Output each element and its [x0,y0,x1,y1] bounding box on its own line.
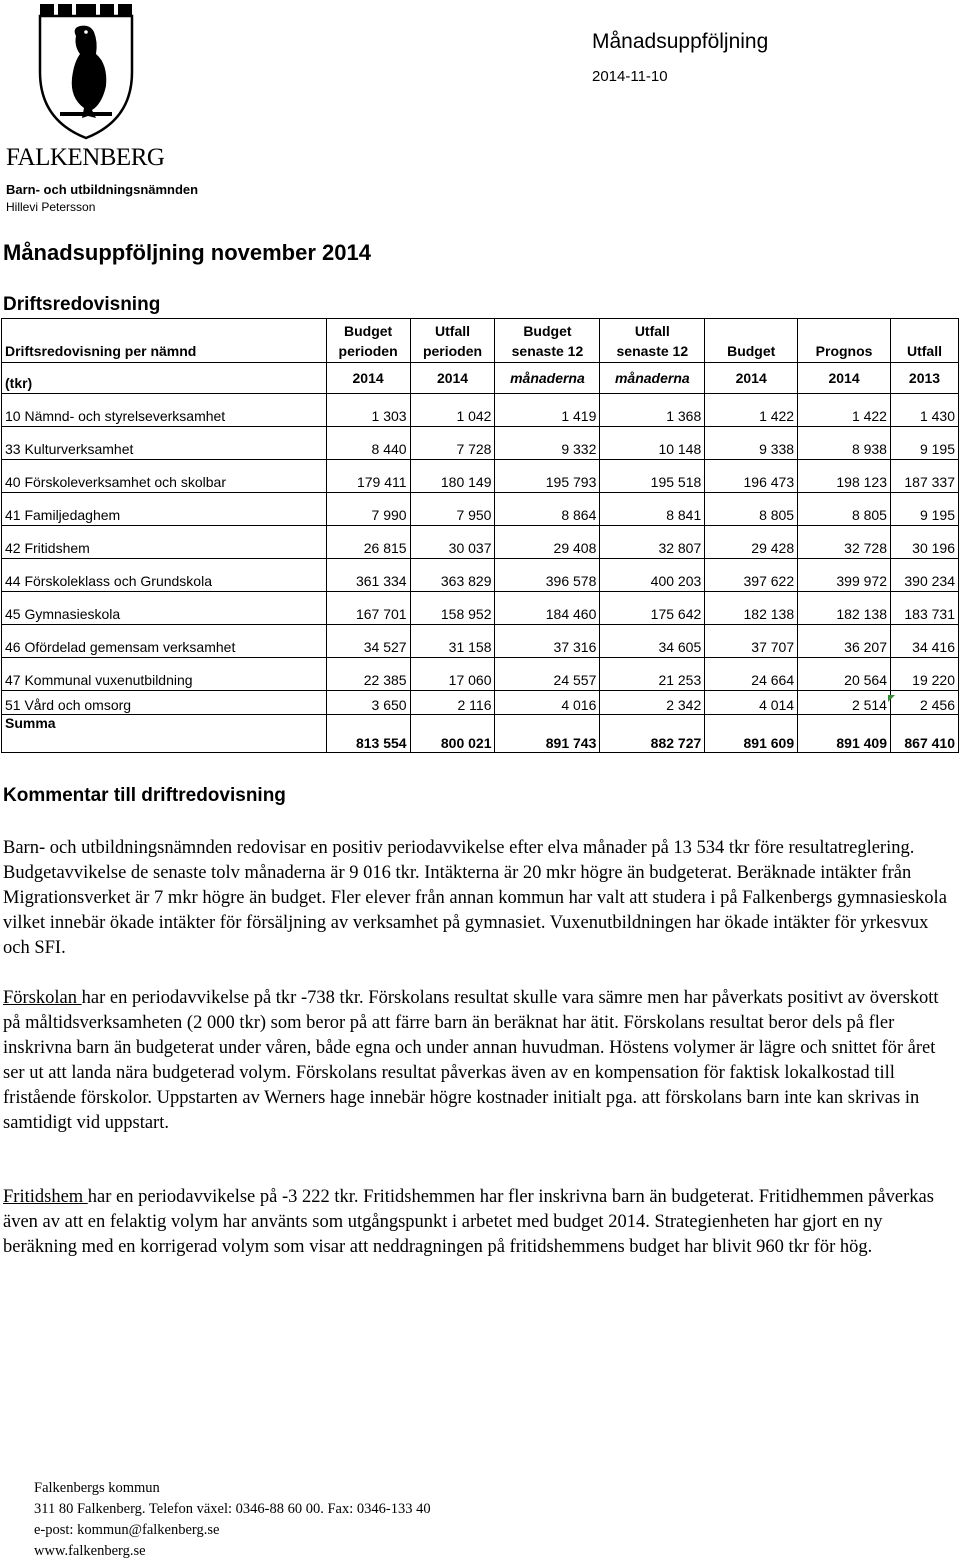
column-header: Budget perioden [326,319,410,363]
cell: 1 303 [326,394,410,427]
column-header: Budget [705,319,798,363]
footer-website: www.falkenberg.se [34,1543,146,1559]
cell: 198 123 [798,460,891,493]
cell: 399 972 [798,559,891,592]
cell: 8 805 [798,493,891,526]
falkenberg-coat-of-arms-logo [36,2,136,140]
cell: 182 138 [798,592,891,625]
table-sum-row [2,715,959,753]
cell: 2 116 [410,691,495,715]
sum-cell: 800 021 [410,715,495,753]
cell: 32 807 [600,526,705,559]
table-row [2,592,959,625]
budget-table [1,318,959,753]
column-year: 2014 [705,363,798,394]
row-label: 44 Förskoleklass och Grundskola [2,559,327,592]
sum-cell: 891 409 [798,715,891,753]
cell: 363 829 [410,559,495,592]
cell: 9 195 [890,427,958,460]
cell: 37 707 [705,625,798,658]
cell-comment-marker [888,695,895,702]
table-title: Driftsredovisning per nämnd [2,319,327,363]
table-header-row [2,319,959,363]
cell: 9 195 [890,493,958,526]
table-row [2,658,959,691]
table-row [2,559,959,592]
footer-email: e-post: kommun@falkenberg.se [34,1522,220,1538]
cell: 24 557 [495,658,600,691]
column-year: 2013 [890,363,958,394]
row-label: 10 Nämnd- och styrelseverksamhet [2,394,327,427]
cell: 9 338 [705,427,798,460]
cell: 180 149 [410,460,495,493]
comment-paragraph [3,1185,958,1260]
column-year: 2014 [326,363,410,394]
table-row [2,427,959,460]
cell: 20 564 [798,658,891,691]
sum-cell: 891 609 [705,715,798,753]
column-header: Utfall perioden [410,319,495,363]
column-header: Budget senaste 12 [495,319,600,363]
cell: 36 207 [798,625,891,658]
cell: 1 368 [600,394,705,427]
cell: 187 337 [890,460,958,493]
sum-label: Summa [2,715,327,753]
row-label: 40 Förskoleverksamhet och skolbar [2,460,327,493]
table-row [2,691,959,715]
cell: 195 518 [600,460,705,493]
row-label: 42 Fritidshem [2,526,327,559]
cell: 30 037 [410,526,495,559]
cell: 34 527 [326,625,410,658]
cell: 158 952 [410,592,495,625]
cell: 29 428 [705,526,798,559]
cell: 8 938 [798,427,891,460]
cell: 34 605 [600,625,705,658]
column-year: 2014 [410,363,495,394]
cell: 390 234 [890,559,958,592]
footer-org: Falkenbergs kommun [34,1480,160,1496]
cell: 4 016 [495,691,600,715]
sum-cell: 813 554 [326,715,410,753]
cell: 1 422 [798,394,891,427]
cell: 1 042 [410,394,495,427]
table-row [2,493,959,526]
cell: 195 793 [495,460,600,493]
cell: 396 578 [495,559,600,592]
column-header: Prognos [798,319,891,363]
table-subheader-row [2,363,959,394]
cell: 4 014 [705,691,798,715]
cell: 400 203 [600,559,705,592]
column-year: månaderna [495,363,600,394]
row-label: 46 Ofördelad gemensam verksamhet [2,625,327,658]
comment-paragraph [3,986,958,1136]
cell: 7 990 [326,493,410,526]
cell: 2 342 [600,691,705,715]
row-label: 41 Familjedaghem [2,493,327,526]
cell: 21 253 [600,658,705,691]
unit-label: (tkr) [2,363,327,394]
doc-date: 2014-11-10 [592,68,668,85]
paragraph-lead: Förskolan [3,988,82,1008]
row-label: 51 Vård och omsorg [2,691,327,715]
doc-title: Månadsuppföljning [592,30,769,53]
author-name: Hillevi Petersson [6,200,96,214]
cell: 19 220 [890,658,958,691]
row-label: 33 Kulturverksamhet [2,427,327,460]
sum-cell: 882 727 [600,715,705,753]
cell: 10 148 [600,427,705,460]
cell: 37 316 [495,625,600,658]
paragraph-lead: Fritidshem [3,1187,88,1207]
cell: 196 473 [705,460,798,493]
cell: 29 408 [495,526,600,559]
column-header: Utfall [890,319,958,363]
cell: 182 138 [705,592,798,625]
committee-name: Barn- och utbildningsnämnden [6,182,199,197]
cell: 8 841 [600,493,705,526]
cell: 361 334 [326,559,410,592]
cell: 1 419 [495,394,600,427]
cell: 34 416 [890,625,958,658]
table-row [2,394,959,427]
row-label: 45 Gymnasieskola [2,592,327,625]
cell: 1 422 [705,394,798,427]
cell: 31 158 [410,625,495,658]
cell: 7 950 [410,493,495,526]
cell: 8 805 [705,493,798,526]
cell: 7 728 [410,427,495,460]
table-row [2,625,959,658]
cell: 32 728 [798,526,891,559]
cell: 22 385 [326,658,410,691]
cell: 9 332 [495,427,600,460]
footer [34,1478,431,1562]
cell: 184 460 [495,592,600,625]
cell: 179 411 [326,460,410,493]
column-year: 2014 [798,363,891,394]
column-year: månaderna [600,363,705,394]
cell: 8 864 [495,493,600,526]
cell: 183 731 [890,592,958,625]
main-heading: Månadsuppföljning november 2014 [3,240,371,265]
row-label: 47 Kommunal vuxenutbildning [2,658,327,691]
sum-cell: 891 743 [495,715,600,753]
cell: 3 650 [326,691,410,715]
cell: 26 815 [326,526,410,559]
cell: 8 440 [326,427,410,460]
sum-cell: 867 410 [890,715,958,753]
cell: 24 664 [705,658,798,691]
cell: 1 430 [890,394,958,427]
cell: 30 196 [890,526,958,559]
footer-address: 311 80 Falkenberg. Telefon växel: 0346-88 60 00. Fax: 0346-133 40 [34,1501,431,1517]
org-name: FALKENBERG [6,144,165,171]
cell: 167 701 [326,592,410,625]
table-row [2,526,959,559]
cell: 2 514 [798,691,891,715]
cell: 2 456 [890,691,958,715]
comment-heading: Kommentar till driftredovisning [3,785,286,806]
paragraph-text: har en periodavvikelse på -3 222 tkr. Fritidshemmen har fler inskrivna barn än budgeterat. Fritidhemmen påverkas även av att en felaktig volym har använts som utgångspunkt i arbetet med budget 2014. Strategienheten har gjort en ny beräkning med en korrigerad volym som visar att neddragningen på fritidshemmens budget har blivit 960 tkr för hög. [3,1187,934,1257]
cell: 175 642 [600,592,705,625]
cell: 397 622 [705,559,798,592]
comment-paragraph: Barn- och utbildningsnämnden redovisar en positiv periodavvikelse efter elva månader på 13 534 tkr före resultatreglering. Budgetavvikelse de senaste tolv månaderna är 9 016 tkr. Intäkterna är 20 mkr högre än budgeterat. Beräknade intäkter från Migrationsverket är 7 mkr högre än budget. Fler elever från annan kommun har valt att studera i på Falkenbergs gymnasieskola vilket innebär ökade intäkter för försäljning av verksamhet på gymnasiet. Vuxenutbildningen har ökade intäkter för yrkesvux och SFI. [3,838,947,958]
table-row [2,460,959,493]
section-heading: Driftsredovisning [3,294,161,315]
paragraph-text: har en periodavvikelse på tkr -738 tkr. Förskolans resultat skulle vara sämre men har påverkats positivt av överskott på måltidsverksamheten (2 000 tkr) som beror på att färre barn än beräknat har ätit. Förskolans resultat beror dels på fler inskrivna barn än budgeterat under våren, både egna och under annan huvudman. Höstens volymer är lägre och snittet för året ser ut att landa nära budgeterad volym. Förskolans resultat påverkas även av en kompensation för faktisk lokalkostad till fristående förskolor. Uppstarten av Werners hage innebär högre kostnader initialt pga. att förskolans barn inte kan skrivas in samtidigt vid uppstart. [3,988,939,1133]
column-header: Utfall senaste 12 [600,319,705,363]
cell: 17 060 [410,658,495,691]
